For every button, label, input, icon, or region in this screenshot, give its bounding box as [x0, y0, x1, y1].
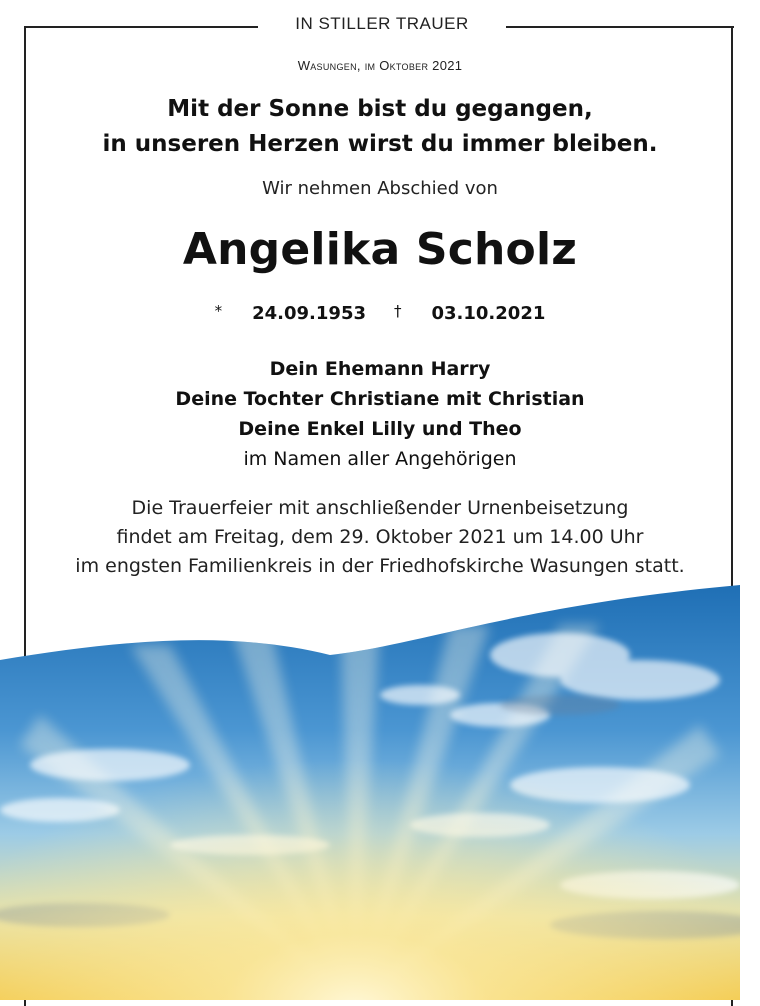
death-symbol: † [394, 302, 402, 320]
life-dates [0, 302, 760, 324]
motto-line-2: in unseren Herzen wirst du immer bleiben. [102, 131, 658, 157]
birth-date: 24.09.1953 [252, 303, 366, 324]
motto [0, 92, 760, 162]
place-date: Wasungen, im Oktober 2021 [297, 58, 463, 73]
motto-line-1: Mit der Sonne bist du gegangen, [167, 96, 593, 122]
sunrise-sky-image [0, 585, 740, 1000]
death-date-group [394, 303, 545, 324]
header-title: IN STILLER TRAUER [295, 14, 469, 33]
service-line-2: findet am Freitag, dem 29. Oktober 2021 um 14.00 Uhr [116, 526, 644, 548]
service-info [0, 494, 760, 581]
mourner-line-1: Dein Ehemann Harry [269, 358, 491, 380]
birth-date-group [215, 303, 366, 324]
birth-symbol: * [214, 302, 223, 320]
service-line-3: im engsten Familienkreis in der Friedhofskirche Wasungen statt. [75, 555, 685, 577]
mourner-line-2: Deine Tochter Christiane mit Christian [175, 388, 585, 410]
death-date: 03.10.2021 [431, 303, 546, 324]
deceased-name: Angelika Scholz [182, 224, 578, 275]
mourner-line-4: im Namen aller Angehörigen [243, 448, 517, 470]
intro-text: Wir nehmen Abschied von [262, 178, 498, 199]
service-line-1: Die Trauerfeier mit anschließender Urnenbeisetzung [131, 497, 629, 519]
mourner-line-3: Deine Enkel Lilly und Theo [238, 418, 522, 440]
mourners-list [0, 354, 760, 474]
